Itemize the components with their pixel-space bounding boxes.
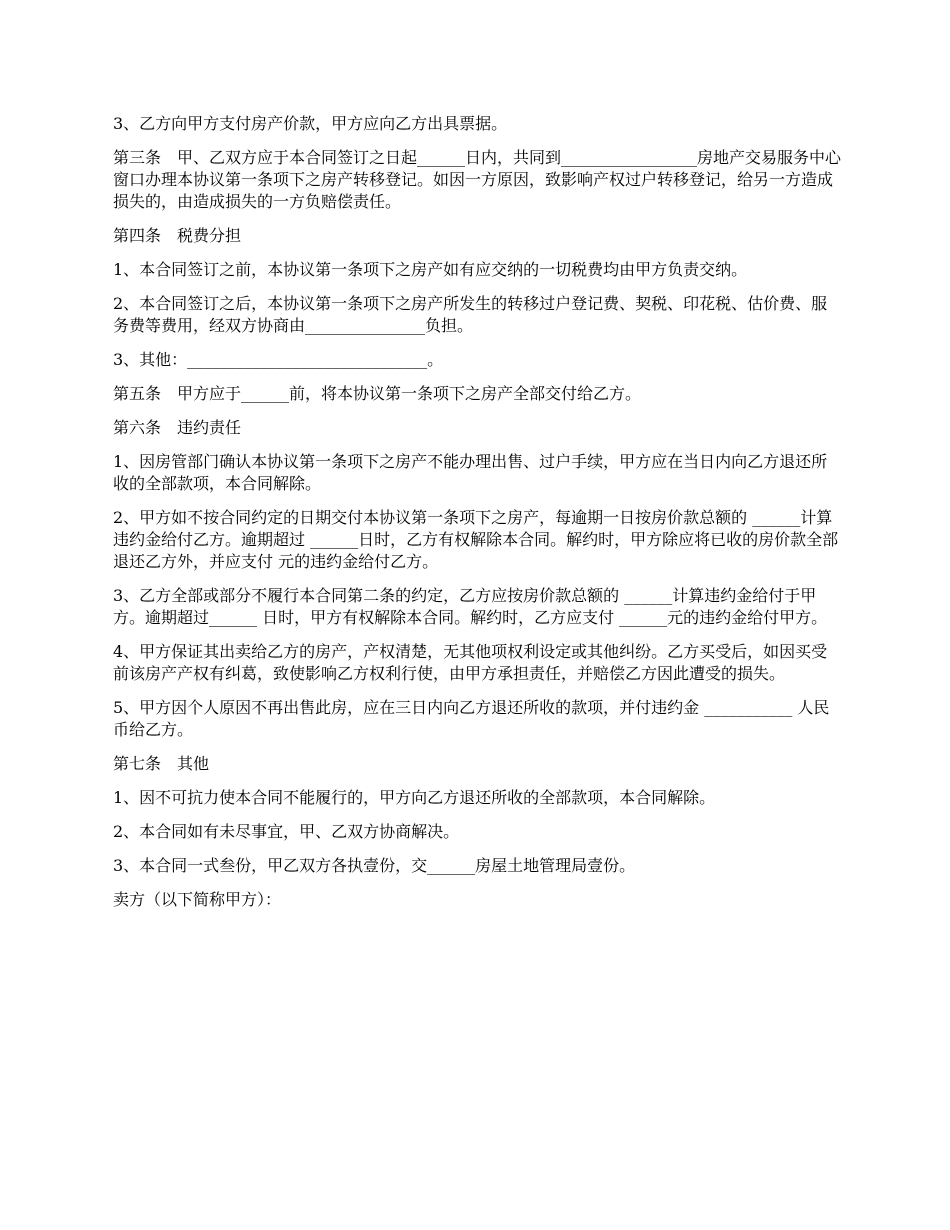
paragraph-tax-after-signing: 2、本合同签订之后，本协议第一条项下之房产所发生的转移过户登记费、契税、印花税、估价费、服务费等费用，经双方协商由_______________负担。 <box>113 294 828 335</box>
paragraph-breach-5: 5、甲方因个人原因不再出售此房，应在三日内向乙方退还所收的款项，并付违约金 ___________ 人民币给乙方。 <box>113 698 830 739</box>
paragraph-breach-4: 4、甲方保证其出卖给乙方的房产，产权清楚，无其他项权利设定或其他纠纷。乙方买受后，如因买受前该房产产权有纠葛，致使影响乙方权利行使，由甲方承担责任，并赔偿乙方因此遭受的损失。 <box>113 642 828 683</box>
heading-article-4-tax-sharing: 第四条 税费分担 <box>113 226 242 245</box>
paragraph-payment-receipt: 3、乙方向甲方支付房产价款，甲方应向乙方出具票据。 <box>113 114 508 133</box>
document-body <box>113 113 841 923</box>
paragraph-other-1: 1、因不可抗力使本合同不能履行的，甲方向乙方退还所收的全部款项，本合同解除。 <box>113 788 716 807</box>
heading-article-6-breach: 第六条 违约责任 <box>113 418 242 437</box>
paragraph-breach-1: 1、因房管部门确认本协议第一条项下之房产不能办理出售、过户手续，甲方应在当日内向乙方退还所收的全部款项，本合同解除。 <box>113 452 828 493</box>
paragraph-tax-other: 3、其他：______________________________。 <box>113 350 444 369</box>
paragraph-other-3: 3、本合同一式叁份，甲乙双方各执壹份，交______房屋土地管理局壹份。 <box>113 856 636 875</box>
seller-signature-label: 卖方（以下简称甲方）： <box>113 890 282 909</box>
paragraph-breach-2: 2、甲方如不按合同约定的日期交付本协议第一条项下之房产，每逾期一日按房价款总额的 ______计算违约金给付乙方。逾期超过 ______日时，乙方有权解除本合同。解约时，甲方除应将已收的房价款全部退还乙方外，并应支付 元的违约金给付乙方。 <box>113 508 839 571</box>
paragraph-article-5-delivery: 第五条 甲方应于______前，将本协议第一条项下之房产全部交付给乙方。 <box>113 384 642 403</box>
paragraph-breach-3: 3、乙方全部或部分不履行本合同第二条的约定，乙方应按房价款总额的 ______计算违约金给付于甲方。逾期超过______ 日时，甲方有权解除本合同。解约时，乙方应支付 ______元的违约金给付甲方。 <box>113 586 828 627</box>
heading-article-7-other: 第七条 其他 <box>113 754 210 773</box>
paragraph-other-2: 2、本合同如有未尽事宜，甲、乙双方协商解决。 <box>113 822 460 841</box>
paragraph-article-3-transfer-registration: 第三条 甲、乙双方应于本合同签订之日起______日内，共同到_________________房地产交易服务中心窗口办理本协议第一条项下之房产转移登记。如因一方原因，致影响产权过户转移登记，给另一方造成损失的，由造成损失的一方负赔偿责任。 <box>113 148 842 211</box>
paragraph-tax-before-signing: 1、本合同签订之前，本协议第一条项下之房产如有应交纳的一切税费均由甲方负责交纳。 <box>113 260 748 279</box>
